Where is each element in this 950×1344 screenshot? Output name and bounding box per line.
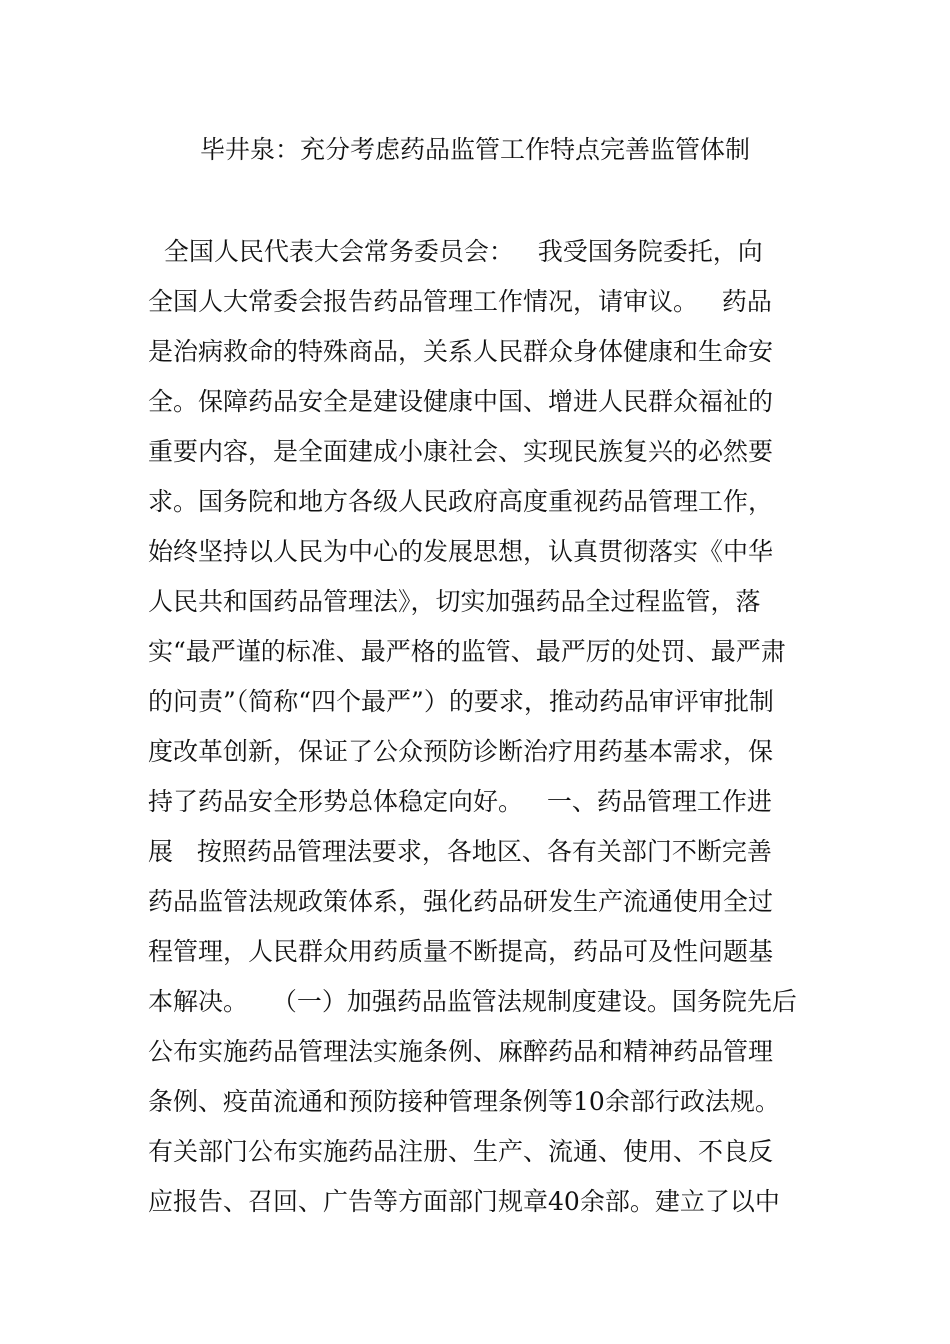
document-title: 毕井泉：充分考虑药品监管工作特点完善监管体制 bbox=[199, 135, 750, 164]
body-line: 实“最严谨的标准、最严格的监管、最严厉的处罚、最严肃 bbox=[148, 637, 786, 666]
body-line: 重要内容，是全面建成小康社会、实现民族复兴的必然要 bbox=[148, 437, 774, 466]
body-line: 是治病救命的特殊商品，关系人民群众身体健康和生命安 bbox=[148, 337, 774, 366]
body-line: 应报告、召回、广告等方面部门规章40余部。建立了以中 bbox=[148, 1187, 780, 1216]
body-line: 条例、疫苗流通和预防接种管理条例等10余部行政法规。 bbox=[148, 1087, 780, 1116]
body-line: 度改革创新，保证了公众预防诊断治疗用药基本需求，保 bbox=[148, 737, 774, 766]
body-line: 程管理，人民群众用药质量不断提高，药品可及性问题基 bbox=[148, 937, 774, 966]
body-line: 全。保障药品安全是建设健康中国、增进人民群众福祉的 bbox=[148, 387, 774, 416]
body-line: 全国人民代表大会常务委员会： 我受国务院委托，向 bbox=[148, 237, 763, 266]
body-line: 人民共和国药品管理法》，切实加强药品全过程监管，落 bbox=[148, 587, 761, 616]
body-line: 全国人大常委会报告药品管理工作情况，请审议。 药品 bbox=[148, 287, 772, 316]
body-line: 本解决。 （一）加强药品监管法规制度建设。国务院先后 bbox=[148, 987, 797, 1016]
body-line: 展 按照药品管理法要求，各地区、各有关部门不断完善 bbox=[148, 837, 772, 866]
body-line: 药品监管法规政策体系，强化药品研发生产流通使用全过 bbox=[148, 887, 774, 916]
body-line: 始终坚持以人民为中心的发展思想，认真贯彻落实《中华 bbox=[148, 537, 774, 566]
body-line: 持了药品安全形势总体稳定向好。 一、药品管理工作进 bbox=[148, 787, 772, 816]
document-body bbox=[148, 227, 808, 1227]
body-line: 公布实施药品管理法实施条例、麻醉药品和精神药品管理 bbox=[148, 1037, 774, 1066]
body-line: 有关部门公布实施药品注册、生产、流通、使用、不良反 bbox=[148, 1137, 774, 1166]
body-line: 求。国务院和地方各级人民政府高度重视药品管理工作， bbox=[148, 487, 774, 516]
body-line: 的问责”（简称“四个最严”）的要求，推动药品审评审批制 bbox=[148, 687, 774, 716]
